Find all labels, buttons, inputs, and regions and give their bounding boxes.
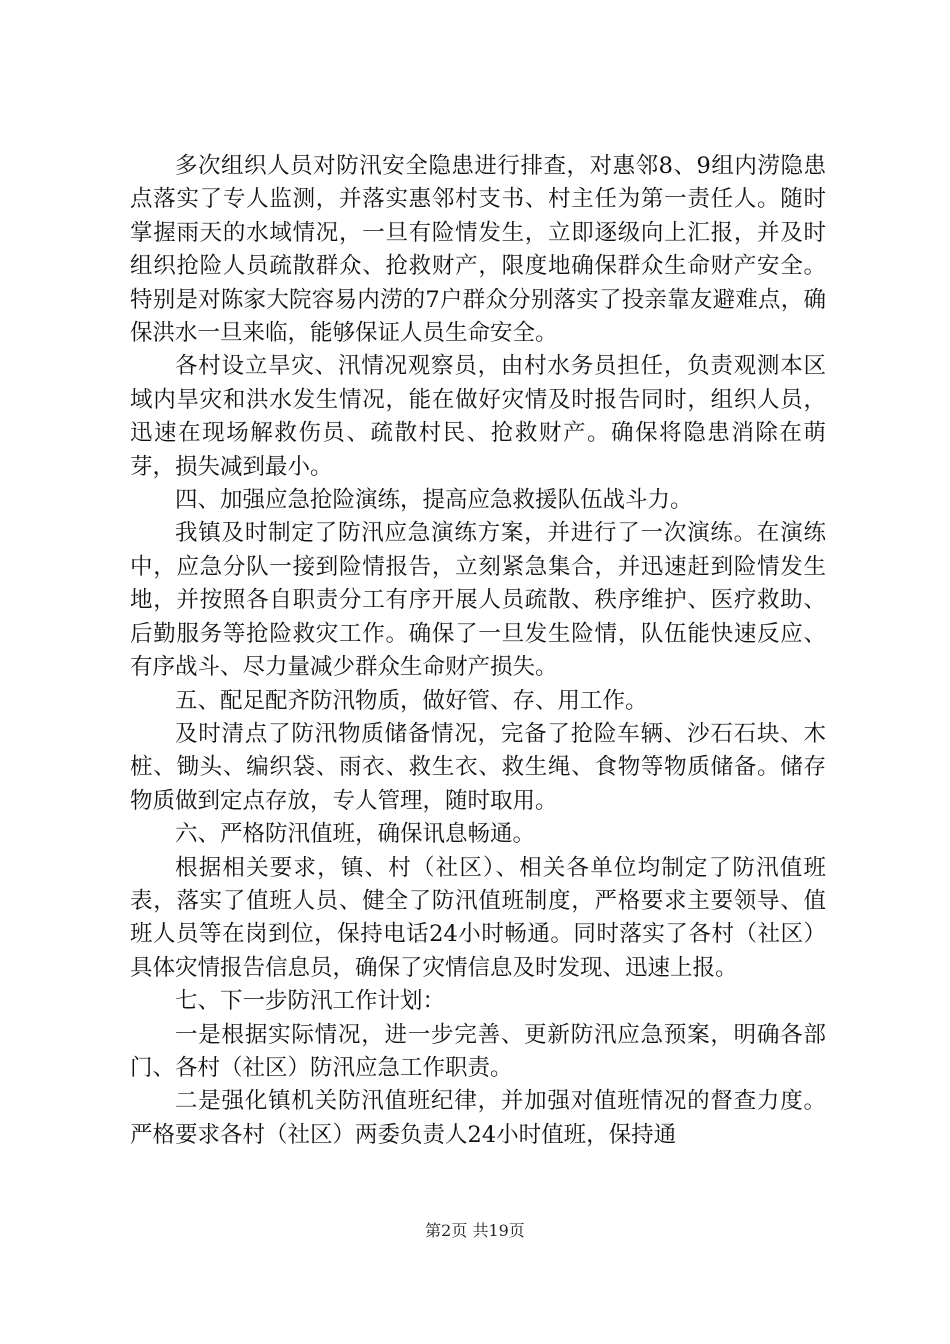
paragraph-hazard-inspection: 多次组织人员对防汛安全隐患进行排查，对惠邻8、9组内涝隐患点落实了专人监测，并落实惠邻村支书、村主任为第一责任人。随时掌握雨天的水域情况，一旦有险情发生，立即逐级向上汇报，并及时组织抢险人员疏散群众、抢救财产，限度地确保群众生命财产安全。特别是对陈家大院容易内涝的7户群众分别落实了投亲靠友避难点，确保洪水一旦来临，能够保证人员生命安全。: [130, 153, 826, 347]
paragraph-duty-roster: 根据相关要求，镇、村（社区）、相关各单位均制定了防汛值班表，落实了值班人员、健全了防汛值班制度，严格要求主要领导、值班人员等在岗到位，保持电话24小时畅通。同时落实了各村（社区）具体灾情报告信息员，确保了灾情信息及时发现、迅速上报。: [130, 854, 826, 981]
paragraph-plan-two: 二是强化镇机关防汛值班纪律，并加强对值班情况的督查力度。严格要求各村（社区）两委负责人24小时值班，保持通: [130, 1088, 826, 1148]
paragraph-drill: 我镇及时制定了防汛应急演练方案，并进行了一次演练。在演练中，应急分队一接到险情报告，立刻紧急集合，并迅速赶到险情发生地，并按照各自职责分工有序开展人员疏散、秩序维护、医疗救助、后勤服务等抢险救灾工作。确保了一旦发生险情，队伍能快速反应、有序战斗、尽力量减少群众生命财产损失。: [130, 520, 826, 681]
page-number-footer: 第2页 共19页: [425, 1221, 525, 1240]
heading-section-seven: 七、下一步防汛工作计划：: [175, 988, 446, 1015]
heading-section-five: 五、配足配齐防汛物质，做好管、存、用工作。: [175, 687, 648, 714]
heading-section-six: 六、严格防汛值班，确保讯息畅通。: [175, 821, 536, 848]
document-body: [130, 150, 826, 1152]
paragraph-observers: 各村设立旱灾、汛情况观察员，由村水务员担任，负责观测本区域内旱灾和洪水发生情况，能在做好灾情及时报告同时，组织人员，迅速在现场解救伤员、疏散村民、抢救财产。确保将隐患消除在萌芽，损失减到最小。: [130, 353, 826, 480]
paragraph-materials: 及时清点了防汛物质储备情况，完备了抢险车辆、沙石石块、木桩、锄头、编织袋、雨衣、救生衣、救生绳、食物等物质储备。储存物质做到定点存放，专人管理，随时取用。: [130, 720, 826, 814]
heading-section-four: 四、加强应急抢险演练，提高应急救援队伍战斗力。: [175, 487, 693, 514]
paragraph-plan-one: 一是根据实际情况，进一步完善、更新防汛应急预案，明确各部门、各村（社区）防汛应急工作职责。: [130, 1021, 826, 1081]
